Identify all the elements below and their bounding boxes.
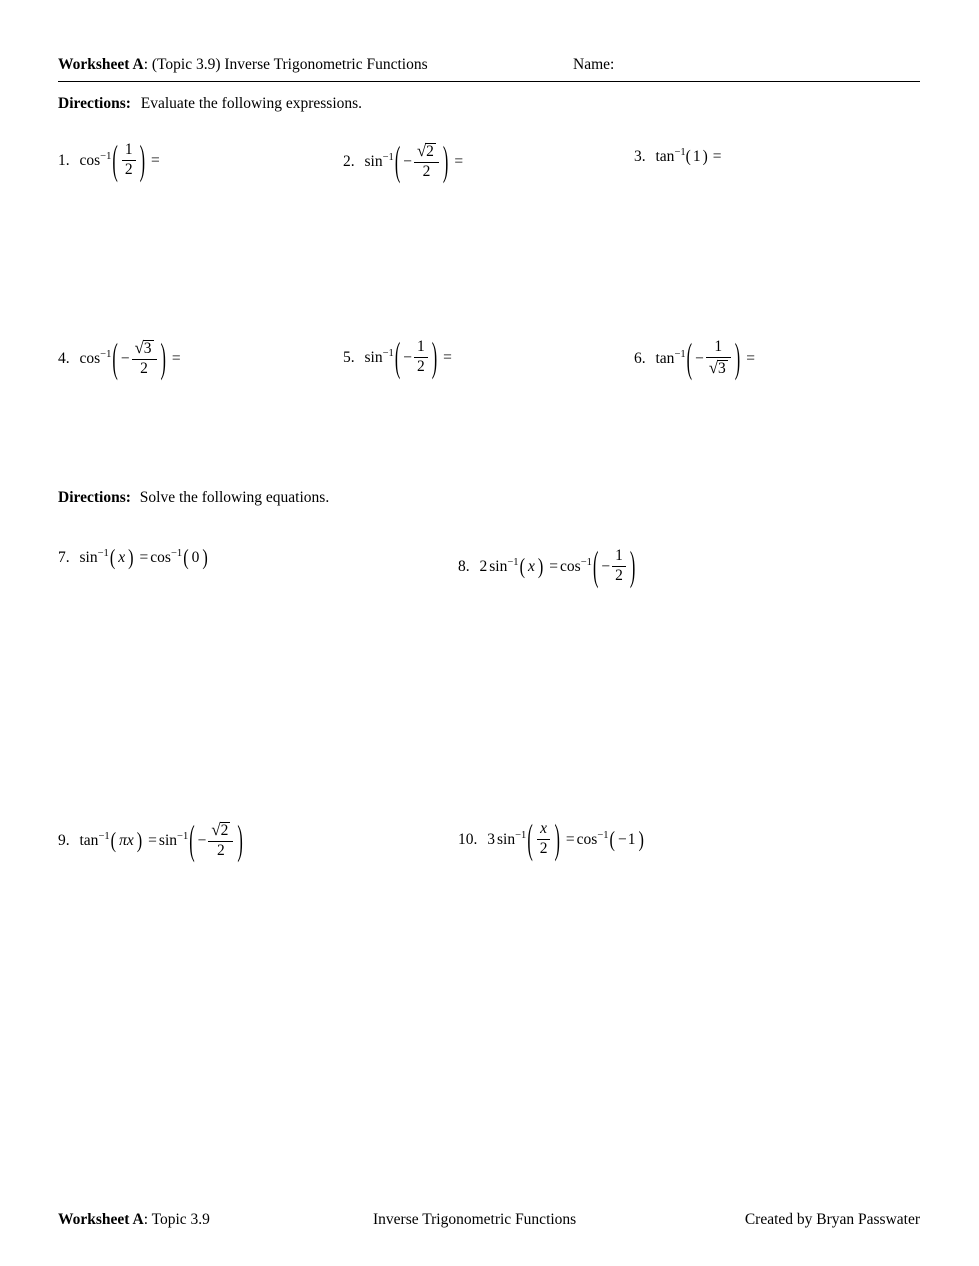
problem-number: 4. — [58, 350, 70, 368]
problem-number: 6. — [634, 350, 646, 368]
parentheses: ( 0 ) — [183, 545, 208, 571]
problem-number: 10. — [458, 831, 478, 849]
footer-credit: Created by Bryan Passwater — [744, 1211, 920, 1228]
problem-expression: $\sin^{-1}$ ( x ) = $\cos^{-1}$ ( 0 ) — [79, 545, 208, 571]
problem-8 — [458, 543, 636, 590]
directions-text: Evaluate the following expressions. — [140, 95, 363, 112]
problem-expression: $\sin^{-1}$ ( − $\frac{√2}{2}$ ) = — [364, 138, 464, 185]
problem-5 — [343, 334, 454, 381]
directions-label: Directions: — [58, 489, 131, 506]
problem-number: 5. — [343, 349, 355, 367]
parentheses: ( − $\frac{√2}{2}$ ) — [189, 817, 243, 864]
parentheses: ( − $\frac{1}{2}$ ) — [394, 334, 438, 381]
problem-number: 9. — [58, 832, 70, 850]
problem-number: 8. — [458, 558, 470, 576]
directions-evaluate — [58, 95, 362, 113]
problem-expression: $\tan^{-1}$ ( − $\frac{1}{√3}$ ) = — [655, 335, 755, 382]
problem-expression: $\tan^{-1}$ ( πx ) = $\sin^{-1}$ ( − $\frac{√2}{2}$ ) — [79, 817, 243, 864]
parentheses: ( −1 ) — [609, 827, 644, 853]
parentheses: ( x ) — [109, 545, 134, 571]
parentheses: ( $\frac{1}{2}$ ) — [112, 137, 145, 184]
problem-expression: 2 $\sin^{-1}$ ( x ) = $\cos^{-1}$ ( − $\frac{1}{2}$ ) — [479, 543, 636, 590]
problem-7 — [58, 545, 209, 571]
name-field-label: Name: — [573, 56, 615, 73]
problem-6 — [634, 335, 757, 382]
problem-10 — [458, 816, 645, 863]
parentheses: ( πx ) — [110, 828, 143, 854]
directions-label: Directions: — [58, 95, 131, 112]
directions-text: Solve the following equations. — [139, 489, 330, 506]
problem-4 — [58, 335, 183, 382]
parentheses: ( − $\frac{√3}{2}$ ) — [112, 335, 166, 382]
problem-number: 3. — [634, 147, 646, 165]
problem-9 — [58, 817, 244, 864]
problem-number: 1. — [58, 152, 70, 170]
problem-expression: $\sin^{-1}$ ( − $\frac{1}{2}$ ) = — [364, 334, 452, 381]
parentheses: ( − $\frac{1}{√3}$ ) — [686, 335, 741, 382]
directions-solve — [58, 489, 329, 507]
worksheet-label: Worksheet A — [58, 56, 144, 73]
parentheses: ( $\frac{x}{2}$ ) — [527, 816, 560, 863]
problem-1 — [58, 137, 162, 184]
parentheses: ( − $\frac{√2}{2}$ ) — [394, 138, 449, 185]
parentheses: ( − $\frac{1}{2}$ ) — [592, 543, 636, 590]
footer-center: Inverse Trigonometric Functions — [373, 1211, 577, 1228]
parentheses: ( x ) — [519, 554, 544, 580]
page-header — [58, 56, 920, 74]
problem-expression: $\tan^{-1}$ ( 1 ) = — [655, 147, 722, 167]
problem-3 — [634, 148, 724, 165]
problem-expression: $\cos^{-1}$ ( − $\frac{√3}{2}$ ) = — [79, 335, 181, 382]
header-divider — [58, 81, 920, 82]
problem-expression: $\cos^{-1}$ ( $\frac{1}{2}$ ) = — [79, 137, 160, 184]
problem-number: 7. — [58, 548, 70, 566]
problem-2 — [343, 138, 465, 185]
footer-worksheet-label: Worksheet A — [58, 1211, 144, 1228]
problem-expression: 3 $\sin^{-1}$ ( $\frac{x}{2}$ ) = $\cos^{-1}$ ( −1 ) — [487, 816, 644, 863]
parentheses: ( 1 ) — [685, 147, 708, 167]
footer-topic: : Topic 3.9 — [143, 1211, 210, 1228]
worksheet-title: : (Topic 3.9) Inverse Trigonometric Functions — [143, 56, 428, 73]
problem-number: 2. — [343, 153, 355, 171]
footer-left — [58, 1211, 210, 1229]
